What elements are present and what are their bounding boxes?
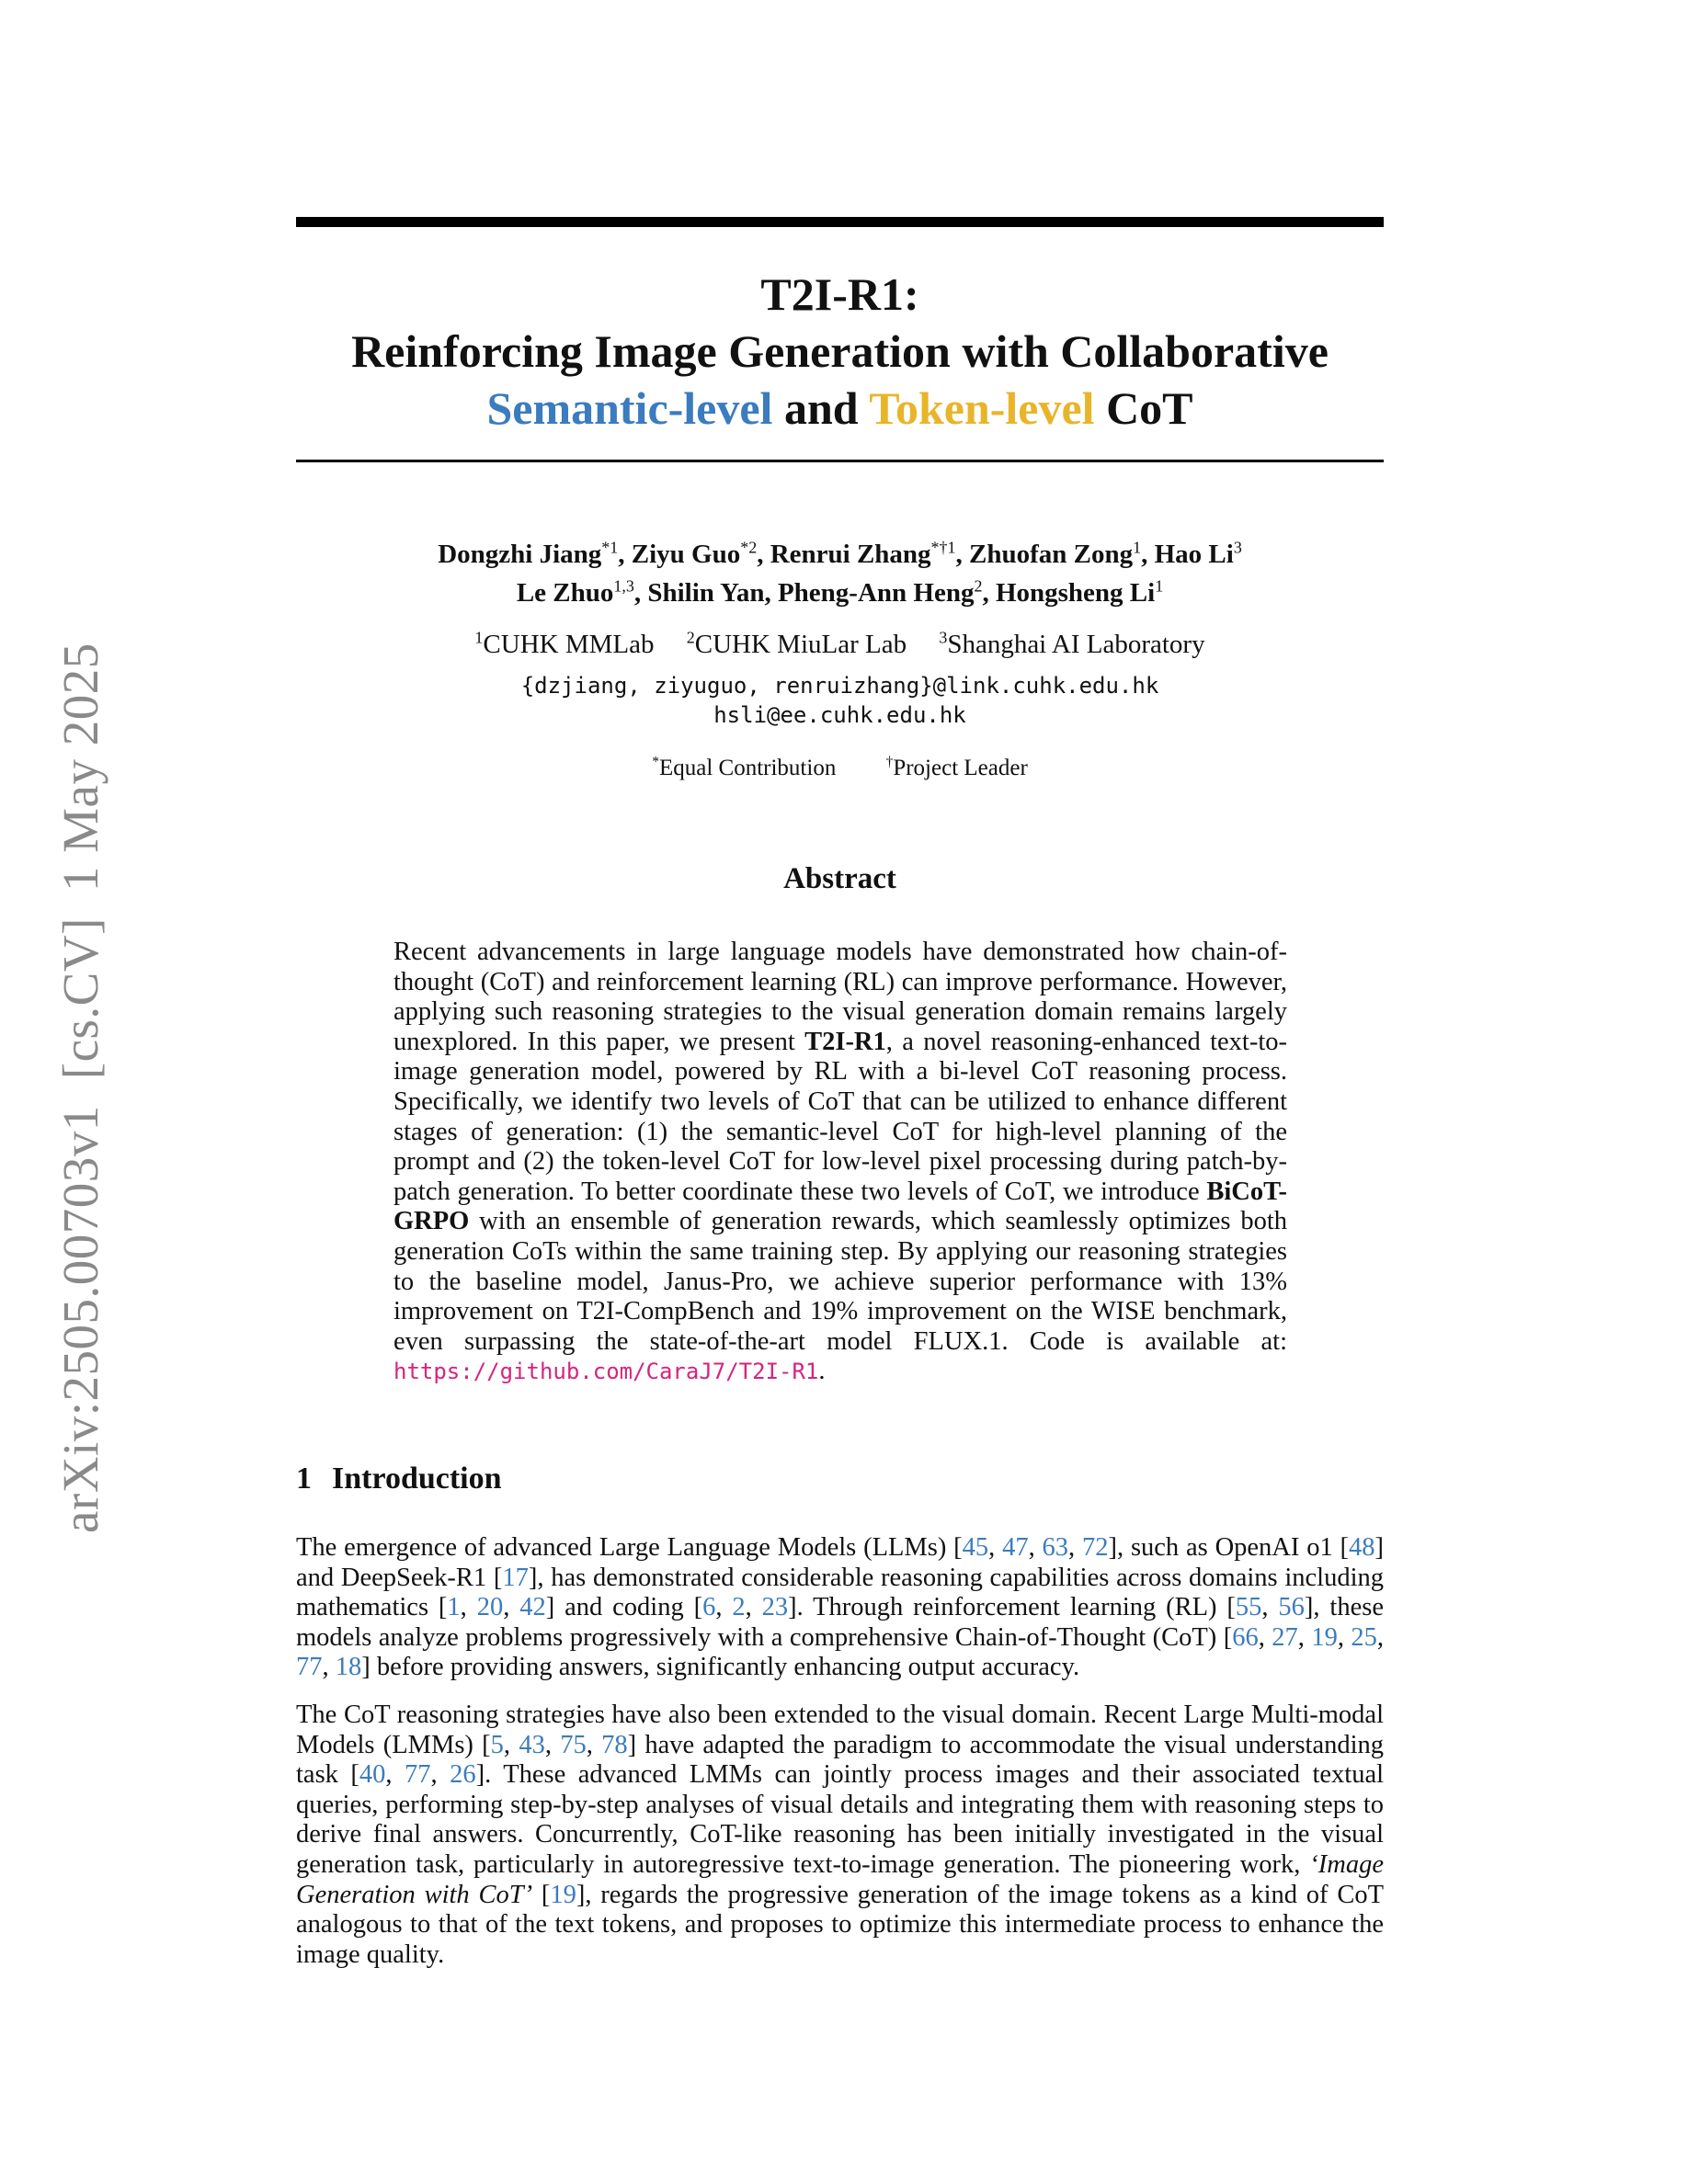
citation-link[interactable]: 66 (1232, 1622, 1259, 1652)
title-cot: CoT (1106, 382, 1193, 434)
citation-link[interactable]: 56 (1278, 1593, 1305, 1622)
paragraph-text: ], these models analyze problems progressively with a comprehensive Chain-of-Thought (CoT) [ (296, 1593, 1384, 1652)
author: Zhuofan Zong (969, 540, 1134, 569)
email-line-2[interactable]: hsli@ee.cuhk.edu.hk (713, 702, 966, 728)
cited-work-title: ‘Image Generation with CoT’ (296, 1849, 1384, 1909)
author-emails (296, 671, 1384, 730)
author: Hongsheng Li (995, 578, 1156, 608)
citation-link[interactable]: 63 (1042, 1533, 1069, 1562)
email-line-1[interactable]: {dzjiang, ziyuguo, renruizhang}@link.cuhk.edu.hk (520, 673, 1159, 699)
abstract-body (393, 938, 1287, 1387)
intro-paragraph-2: The CoT reasoning strategies have also been extended to the visual domain. Recent Large Multi-modal Models (LMMs) [5, 43, 75, 78] have adapted the paradigm to accommodate the visual understanding task [40, 77, 26]. These advanced LMMs can jointly process images and their associated textual queries, performing step-by-step analyses of visual details and integrating them with reasoning steps to derive final answers. Concurrently, CoT-like reasoning has been initially investigated in the visual generation task, particularly in autoregressive text-to-image generation. The pioneering work, ‘Image Generation with CoT’ [19], regards the progressive generation of the image tokens as a kind of CoT analogous to that of the text tokens, and proposes to optimize this intermediate process to enhance the image quality. (296, 1701, 1385, 1969)
project-leader-note (886, 756, 1028, 780)
paragraph-text: The CoT reasoning strategies have also been extended to the visual domain. Recent Large Multi-modal Models (LMMs) [ (296, 1701, 1384, 1759)
citation-link[interactable]: 19 (1311, 1622, 1338, 1652)
citation-link[interactable]: 23 (761, 1593, 789, 1622)
arxiv-id: arXiv:2505.00703v1 (52, 1105, 108, 1533)
intro-paragraph-1: The emergence of advanced Large Language Models (LLMs) [45, 47, 63, 72], such as OpenAI o1 [48] and DeepSeek-R1 [17], has demonstrated considerable reasoning capabilities across domains including mathematics [1, 20, 42] and coding [6, 2, 23]. Through reinforcement learning (RL) [55, 56], these models analyze problems progressively with a comprehensive Chain-of-Thought (CoT) [66, 27, 19, 25, 77, 18] before providing answers, significantly enhancing output accuracy. (296, 1533, 1385, 1682)
affiliation-name: Shanghai AI Laboratory (947, 630, 1205, 659)
citation-link[interactable]: 78 (601, 1730, 628, 1759)
citation-link[interactable]: 25 (1351, 1622, 1377, 1652)
affiliation-sup: 3 (939, 628, 948, 647)
abstract-method-name: BiCoT-GRPO (393, 1177, 1287, 1236)
affiliation (939, 630, 1204, 659)
author-line-2: Le Zhuo$^{1,3}$, Shilin Yan, Pheng-Ann Heng$^2$, Hongsheng Li$^1$ (516, 576, 1164, 608)
citation-link[interactable]: 19 (550, 1880, 576, 1909)
paragraph-text: ], such as OpenAI o1 [ (1108, 1533, 1350, 1562)
citation-link[interactable]: 77 (405, 1760, 431, 1790)
citation-link[interactable]: 26 (450, 1760, 476, 1790)
title-token-level: Token-level (869, 382, 1095, 434)
citation-link[interactable]: 17 (502, 1563, 529, 1592)
title-top-rule (296, 217, 1384, 227)
author-sup: *†1 (930, 538, 956, 557)
author-sup: 1 (1133, 538, 1142, 557)
paper-title (296, 267, 1384, 436)
affiliation (474, 630, 654, 659)
abstract-text: with an ensemble of generation rewards, which seamlessly optimizes both generation CoTs within the same training step. By applying our reasoning strategies to the baseline model, Janus-Pro, we achieve superior performance with 13% improvement on T2I-CompBench and 19% improvement on the WISE benchmark, even surpassing the state-of-the-art model FLUX.1. Code is available at: (393, 1207, 1287, 1356)
paragraph-text: ]. Through reinforcement learning (RL) [ (788, 1593, 1236, 1622)
section-heading-introduction (296, 1462, 502, 1496)
citation-link[interactable]: 75 (560, 1730, 587, 1759)
note-sup: † (885, 754, 894, 770)
citation-link[interactable]: 43 (519, 1730, 545, 1759)
author-notes (296, 756, 1384, 781)
arxiv-category: [cs.CV] (52, 917, 108, 1080)
author: Hao Li (1154, 540, 1234, 569)
title-and: and (783, 382, 859, 434)
paragraph-text: ] before providing answers, significantly enhancing output accuracy. (361, 1653, 1080, 1682)
affiliation-sup: 2 (686, 628, 695, 647)
citation-link[interactable]: 6 (702, 1593, 716, 1622)
citation-link[interactable]: 47 (1002, 1533, 1029, 1562)
abstract-text: . (818, 1357, 826, 1386)
section-title: Introduction (332, 1462, 502, 1496)
note-sup: * (652, 754, 659, 770)
author-sup: *2 (740, 538, 758, 557)
author: Dongzhi Jiang (438, 540, 602, 569)
abstract-model-name: T2I-R1 (804, 1027, 886, 1056)
citation-link[interactable]: 55 (1235, 1593, 1262, 1622)
note-text: Project Leader (893, 756, 1028, 780)
arxiv-date: 1 May 2025 (52, 643, 108, 893)
title-semantic-level: Semantic-level (486, 382, 773, 434)
abstract-text: Recent advancements in large language models have demonstrated how chain-of-thought (CoT) and reinforcement learning (RL) can improve performance. However, applying such reasoning strategies to the visual generation domain remains largely unexplored. In this paper, we present (393, 938, 1287, 1056)
arxiv-side-stamp (51, 522, 107, 1533)
paragraph-text: ], regards the progressive generation of the image tokens as a kind of CoT analogous to that of the text tokens, and proposes to optimize this intermediate process to enhance the image quality. (296, 1880, 1384, 1969)
citation-link[interactable]: 48 (1349, 1533, 1375, 1562)
paragraph-text: ] and coding [ (545, 1593, 703, 1622)
title-line-3 (296, 381, 1384, 436)
author: Le Zhuo (516, 578, 614, 608)
affiliations (296, 630, 1384, 660)
affiliation (687, 630, 907, 659)
affiliation-sup: 1 (474, 628, 484, 647)
author-line-1: Dongzhi Jiang$^{*1}$, Ziyu Guo$^{*2}$, Renrui Zhang$^{*\dagger 1}$, Zhuofan Zong$^1$, Hao Li$^3$ (438, 538, 1242, 569)
section-number: 1 (296, 1462, 312, 1496)
author-sup: *1 (601, 538, 619, 557)
abstract-heading: Abstract (783, 862, 896, 895)
author-list (296, 535, 1384, 612)
citation-link[interactable]: 45 (962, 1533, 989, 1562)
citation-link[interactable]: 42 (519, 1593, 546, 1622)
title-bottom-rule (296, 460, 1384, 462)
author-sup: 1,3 (613, 576, 634, 596)
paragraph-text: ], has demonstrated considerable reasoning capabilities across domains including mathematics [ (296, 1563, 1384, 1622)
title-line-2: Reinforcing Image Generation with Collaborative (351, 325, 1329, 377)
title-line-1: T2I-R1: (760, 268, 919, 320)
author: Ziyu Guo (631, 540, 741, 569)
citation-link[interactable]: 18 (335, 1653, 362, 1682)
paragraph-text: ] have adapted the paradigm to accommodate the visual understanding task [ (296, 1730, 1385, 1790)
code-link[interactable]: https://github.com/CaraJ7/T2I-R1 (393, 1359, 819, 1385)
author: Pheng-Ann Heng (777, 578, 975, 608)
citation-link[interactable]: 27 (1272, 1622, 1298, 1652)
author: Renrui Zhang (770, 540, 931, 569)
note-text: Equal Contribution (658, 756, 837, 780)
citation-link[interactable]: 72 (1082, 1533, 1109, 1562)
paragraph-text: ]. These advanced LMMs can jointly process images and their associated textual queries, performing step-by-step analyses of visual details and integrating them with reasoning steps to derive final answers. Concurrently, CoT-like reasoning has been initially investigated in the visual generation task, particularly in autoregressive text-to-image generation. The pioneering work, (296, 1760, 1385, 1879)
citation-link[interactable]: 1 (447, 1593, 461, 1622)
affiliation-name: CUHK MMLab (483, 630, 655, 659)
citation-link[interactable]: 40 (359, 1760, 386, 1790)
citation-link[interactable]: 2 (732, 1593, 746, 1622)
author-sup: 3 (1233, 538, 1242, 557)
citation-link[interactable]: 77 (296, 1653, 323, 1682)
affiliation-name: CUHK MiuLar Lab (694, 630, 907, 659)
abstract-text: , a novel reasoning-enhanced text-to-image generation model, powered by RL with a bi-level CoT reasoning process. Specifically, we identify two levels of CoT that can be utilized to enhance different stages of generation: (1) the semantic-level CoT for high-level planning of the prompt and (2) the token-level CoT for low-level pixel processing during patch-by-patch generation. To better coordinate these two levels of CoT, we introduce (393, 1027, 1287, 1206)
paragraph-text: The emergence of advanced Large Language Models (LLMs) [ (296, 1533, 963, 1562)
paragraph-text: [ (532, 1880, 551, 1909)
author: Shilin Yan (647, 578, 765, 608)
author-sup: 1 (1155, 576, 1164, 596)
paragraph-text: ] and DeepSeek-R1 [ (296, 1533, 1385, 1592)
citation-link[interactable]: 20 (476, 1593, 504, 1622)
author-sup: 2 (974, 576, 983, 596)
equal-contribution-note (652, 756, 836, 780)
citation-link[interactable]: 5 (490, 1730, 504, 1759)
